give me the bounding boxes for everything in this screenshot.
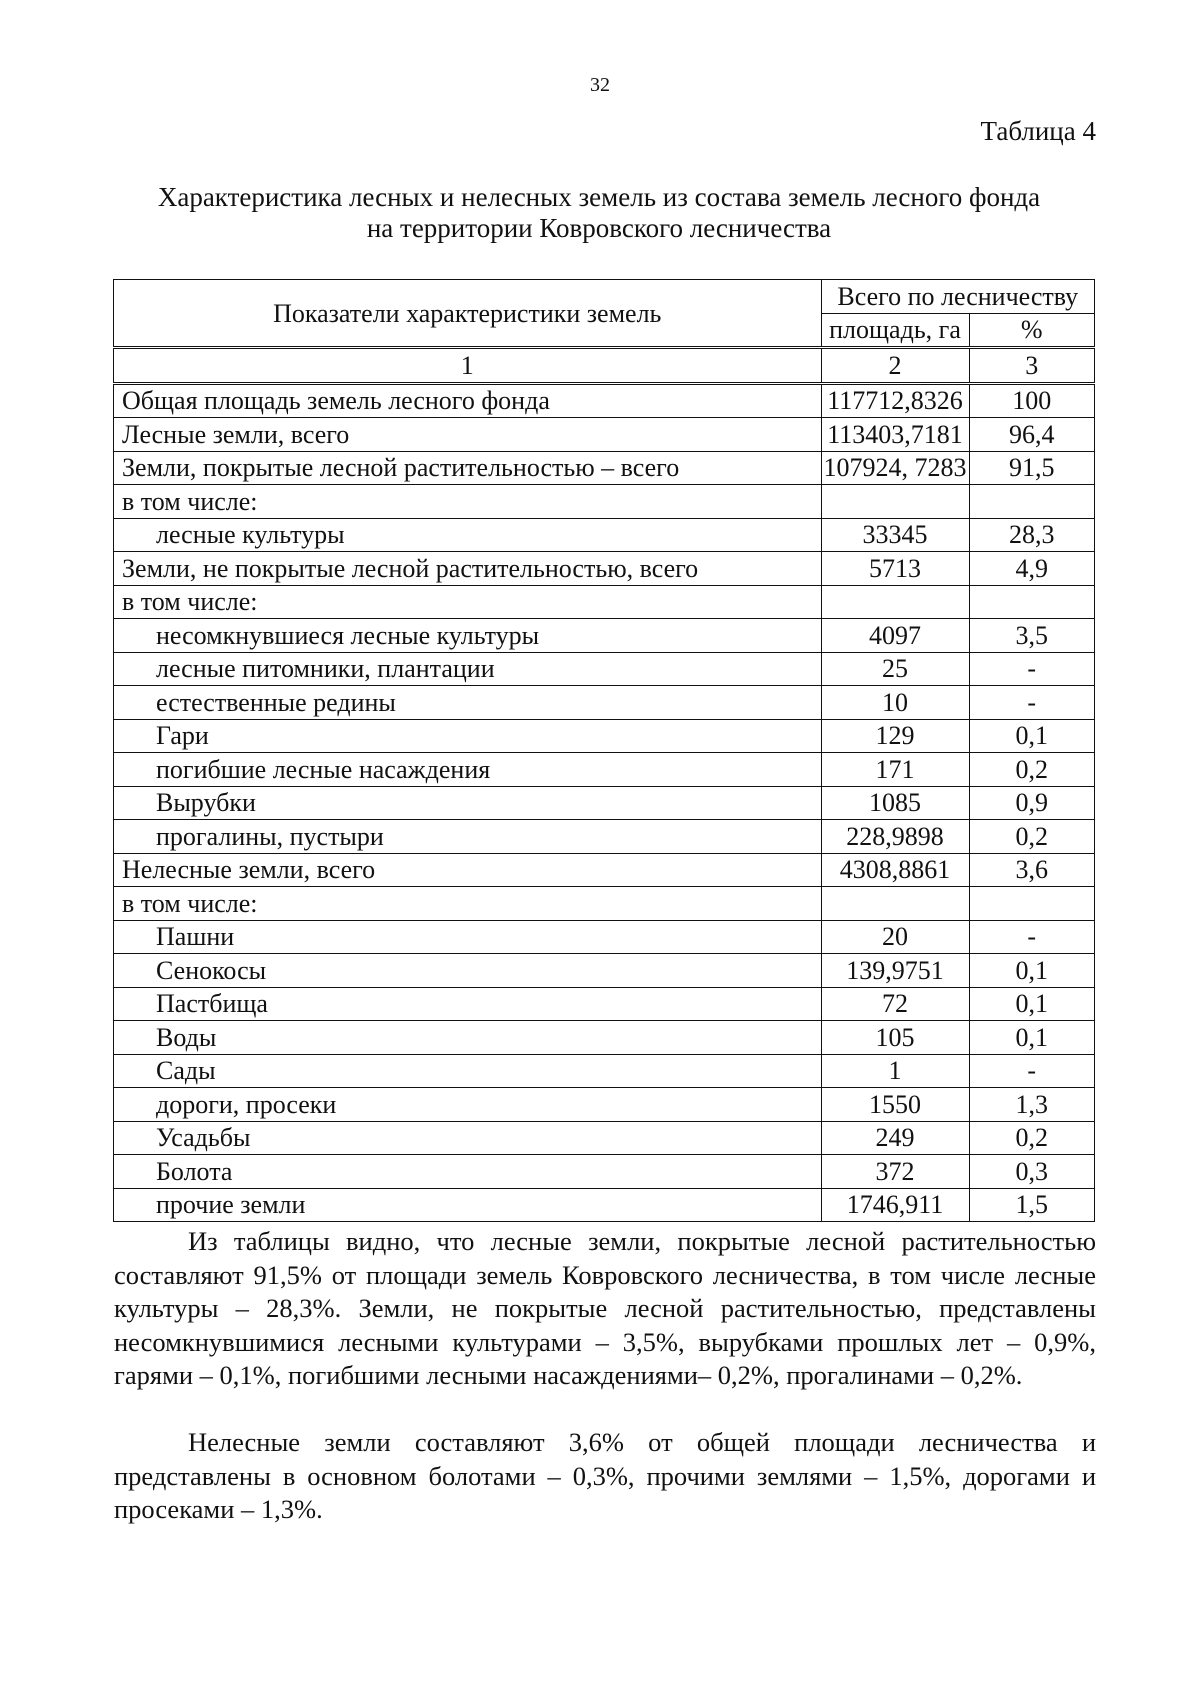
row-area: 33345	[821, 518, 969, 552]
row-percent: 1,3	[969, 1088, 1094, 1122]
row-percent: -	[969, 1054, 1094, 1088]
table-row	[114, 518, 1095, 552]
row-name: Земли, покрытые лесной растительностью – всего	[114, 451, 822, 485]
table-row	[114, 753, 1095, 787]
row-area: 20	[821, 920, 969, 954]
row-name: прогалины, пустыри	[114, 820, 822, 854]
row-area: 113403,7181	[821, 418, 969, 452]
row-area	[821, 887, 969, 921]
row-area	[821, 585, 969, 619]
row-percent: 0,2	[969, 820, 1094, 854]
row-area: 105	[821, 1021, 969, 1055]
row-area: 372	[821, 1155, 969, 1189]
page-number: 32	[590, 74, 610, 96]
table-header-row	[114, 280, 1095, 314]
row-percent: -	[969, 652, 1094, 686]
table-row	[114, 1188, 1095, 1222]
row-name: Болота	[114, 1155, 822, 1189]
table-title	[104, 182, 1094, 244]
row-name: в том числе:	[114, 485, 822, 519]
row-area: 107924, 7283	[821, 451, 969, 485]
row-name: Гари	[114, 719, 822, 753]
conclusion-paragraph-2: Нелесные земли составляют 3,6% от общей площади лесничества и представлены в основном болотами – 0,3%, прочими землями – 1,5%, дорогами и просеками – 1,3%.	[114, 1427, 1096, 1524]
row-name: Усадьбы	[114, 1121, 822, 1155]
table-row	[114, 786, 1095, 820]
row-percent	[969, 585, 1094, 619]
row-percent: 28,3	[969, 518, 1094, 552]
header-indicators: Показатели характеристики земель	[114, 280, 822, 348]
table-row	[114, 887, 1095, 921]
table-row	[114, 552, 1095, 586]
row-percent: -	[969, 920, 1094, 954]
table-row	[114, 853, 1095, 887]
row-percent: 0,2	[969, 753, 1094, 787]
row-area: 249	[821, 1121, 969, 1155]
row-name: несомкнувшиеся лесные культуры	[114, 619, 822, 653]
row-percent: 0,1	[969, 987, 1094, 1021]
row-area: 4097	[821, 619, 969, 653]
column-number-3: 3	[969, 348, 1094, 384]
row-percent: 0,2	[969, 1121, 1094, 1155]
row-percent: 96,4	[969, 418, 1094, 452]
row-area: 139,9751	[821, 954, 969, 988]
row-area: 5713	[821, 552, 969, 586]
row-area: 1085	[821, 786, 969, 820]
table-title-line-1: Характеристика лесных и нелесных земель из состава земель лесного фонда	[157, 182, 1041, 212]
column-numbers-row	[114, 348, 1095, 384]
row-name: Пастбища	[114, 987, 822, 1021]
row-area: 10	[821, 686, 969, 720]
row-name: прочие земли	[114, 1188, 822, 1222]
row-name: естественные редины	[114, 686, 822, 720]
row-name: Нелесные земли, всего	[114, 853, 822, 887]
row-name: лесные питомники, плантации	[114, 652, 822, 686]
table-row	[114, 954, 1095, 988]
table-body	[114, 383, 1095, 1222]
header-percent: %	[969, 313, 1094, 348]
table-row	[114, 1088, 1095, 1122]
table-title-line-2: на территории Ковровского лесничества	[366, 213, 832, 243]
row-percent: 0,1	[969, 954, 1094, 988]
row-area: 1746,911	[821, 1188, 969, 1222]
row-name: в том числе:	[114, 585, 822, 619]
table-row	[114, 1155, 1095, 1189]
row-name: Общая площадь земель лесного фонда	[114, 383, 822, 418]
row-percent: 3,6	[969, 853, 1094, 887]
row-area: 25	[821, 652, 969, 686]
column-number-2: 2	[821, 348, 969, 384]
row-percent	[969, 485, 1094, 519]
table-row	[114, 619, 1095, 653]
row-name: Сенокосы	[114, 954, 822, 988]
row-area	[821, 485, 969, 519]
row-name: в том числе:	[114, 887, 822, 921]
table-row	[114, 1021, 1095, 1055]
row-area: 4308,8861	[821, 853, 969, 887]
table-row	[114, 1054, 1095, 1088]
row-percent: 1,5	[969, 1188, 1094, 1222]
header-total-forestry: Всего по лесничеству	[821, 280, 1094, 314]
row-percent: 0,3	[969, 1155, 1094, 1189]
table-row	[114, 1121, 1095, 1155]
conclusion-paragraph-1: Из таблицы видно, что лесные земли, покрытые лесной растительностью составляют 91,5% от площади земель Ковровского лесничества, в том числе лесные культуры – 28,3%. Земли, не покрытые лесной растительностью, представлены несомкнувшимися лесными культурами – 3,5%, вырубками прошлых лет – 0,9%, гарями – 0,1%, погибшими лесными насаждениями– 0,2%, прогалинами – 0,2%.	[114, 1226, 1096, 1390]
table-row	[114, 686, 1095, 720]
table-row	[114, 383, 1095, 418]
table-row	[114, 585, 1095, 619]
row-area: 171	[821, 753, 969, 787]
row-percent: 100	[969, 383, 1094, 418]
row-percent: 91,5	[969, 451, 1094, 485]
row-area: 72	[821, 987, 969, 1021]
column-number-1: 1	[114, 348, 822, 384]
row-name: Сады	[114, 1054, 822, 1088]
row-area: 117712,8326	[821, 383, 969, 418]
row-area: 1	[821, 1054, 969, 1088]
row-percent: 0,9	[969, 786, 1094, 820]
row-name: Пашни	[114, 920, 822, 954]
table-row	[114, 719, 1095, 753]
row-percent	[969, 887, 1094, 921]
table-row	[114, 652, 1095, 686]
row-name: Лесные земли, всего	[114, 418, 822, 452]
row-area: 228,9898	[821, 820, 969, 854]
row-name: Воды	[114, 1021, 822, 1055]
row-area: 129	[821, 719, 969, 753]
row-name: погибшие лесные насаждения	[114, 753, 822, 787]
table-row	[114, 820, 1095, 854]
land-characteristics-table	[113, 279, 1095, 1222]
table-row	[114, 418, 1095, 452]
table-row	[114, 451, 1095, 485]
row-percent: 0,1	[969, 1021, 1094, 1055]
row-area: 1550	[821, 1088, 969, 1122]
table-row	[114, 987, 1095, 1021]
table-row	[114, 920, 1095, 954]
row-name: лесные культуры	[114, 518, 822, 552]
row-name: дороги, просеки	[114, 1088, 822, 1122]
header-area: площадь, га	[821, 313, 969, 348]
row-percent: 3,5	[969, 619, 1094, 653]
row-percent: 0,1	[969, 719, 1094, 753]
row-percent: -	[969, 686, 1094, 720]
row-name: Вырубки	[114, 786, 822, 820]
row-percent: 4,9	[969, 552, 1094, 586]
table-label: Таблица 4	[980, 116, 1096, 146]
table-row	[114, 485, 1095, 519]
row-name: Земли, не покрытые лесной растительностью, всего	[114, 552, 822, 586]
